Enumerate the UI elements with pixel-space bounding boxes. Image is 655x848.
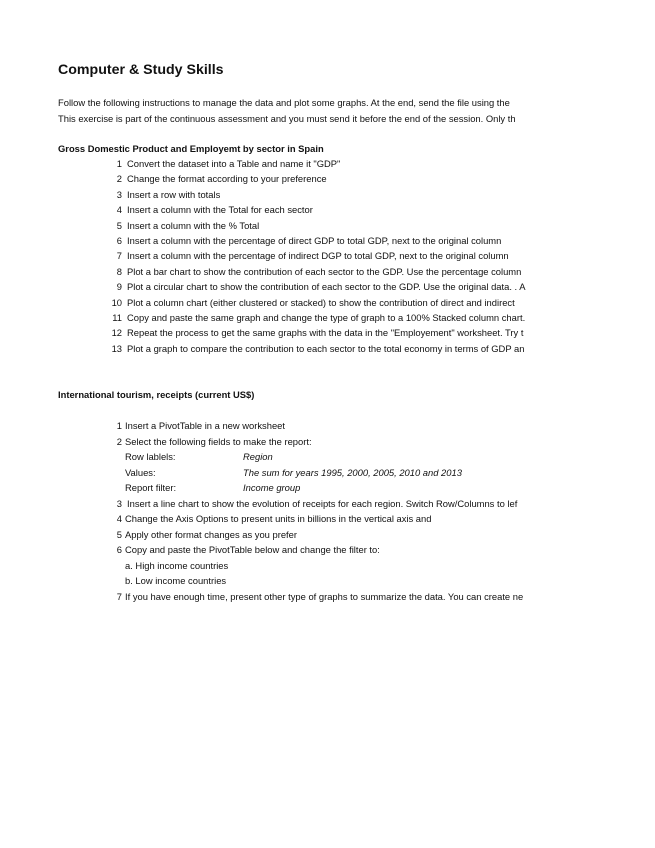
gdp-item-number: 10 — [111, 296, 122, 308]
gdp-item-number: 2 — [116, 173, 122, 185]
gdp-item-number: 9 — [116, 281, 122, 293]
gdp-item-text: Copy and paste the same graph and change the type of graph to a 100% Stacked column chart. — [127, 312, 526, 323]
gdp-item-text: Plot a bar chart to show the contribution of each sector to the GDP. Use the percentage column — [127, 265, 522, 277]
gdp-section-heading: Gross Domestic Product and Employemt by sector in Spain — [58, 143, 324, 154]
gdp-item-number: 4 — [116, 204, 122, 216]
gdp-item-text: Plot a graph to compare the contribution to each sector to the total economy in terms of GDP an — [127, 342, 525, 354]
tourism-item-number: 3 — [116, 497, 122, 509]
field-value: Region — [243, 451, 273, 462]
tourism-item-text: Apply other format changes as you prefer — [125, 528, 297, 540]
gdp-item-text: Change the format according to your preference — [127, 173, 327, 185]
gdp-item-number: 6 — [116, 235, 122, 246]
gdp-item-text: Convert the dataset into a Table and name it "GDP" — [127, 158, 341, 169]
tourism-item-number: 2 — [116, 435, 122, 447]
gdp-item-number: 5 — [116, 219, 122, 231]
gdp-item-text: Plot a column chart (either clustered or stacked) to show the contribution of direct and indirect — [127, 296, 515, 308]
gdp-item-text: Insert a row with totals — [127, 188, 221, 200]
gdp-item-number: 13 — [111, 342, 122, 354]
gdp-item-number: 11 — [112, 312, 122, 323]
tourism-item-number: 5 — [116, 528, 122, 540]
gdp-item-text: Insert a column with the Total for each sector — [127, 204, 313, 216]
tourism-item-number: 1 — [116, 420, 122, 431]
field-label: Report filter: — [125, 482, 177, 493]
gdp-item-text: Repeat the process to get the same graphs with the data in the "Employement" worksheet. Try t — [127, 327, 524, 339]
tourism-item-number: 7 — [116, 590, 122, 602]
field-value: The sum for years 1995, 2000, 2005, 2010 and 2013 — [243, 466, 462, 478]
tourism-item-number: 6 — [116, 544, 122, 555]
gdp-item-number: 7 — [116, 250, 122, 262]
tourism-item-text: Insert a PivotTable in a new worksheet — [125, 420, 285, 431]
gdp-item-number: 12 — [111, 327, 122, 339]
field-label: Row lablels: — [125, 451, 176, 462]
field-label: Values: — [125, 466, 156, 478]
tourism-item-text: If you have enough time, present other type of graphs to summarize the data. You can create ne — [125, 590, 524, 602]
gdp-item-text: Insert a column with the % Total — [127, 219, 260, 231]
gdp-item-number: 8 — [116, 265, 122, 277]
filter-subitem: b. Low income countries — [125, 575, 227, 586]
gdp-item-number: 1 — [116, 158, 122, 169]
page-title: Computer & Study Skills — [58, 62, 224, 78]
tourism-item-text: Change the Axis Options to present units in billions in the vertical axis and — [125, 513, 432, 524]
gdp-item-text: Insert a column with the percentage of indirect DGP to total GDP, next to the original column — [127, 250, 509, 262]
tourism-item-text: Select the following fields to make the report: — [125, 435, 312, 447]
tourism-item-text: Copy and paste the PivotTable below and change the filter to: — [125, 544, 380, 555]
gdp-item-text: Insert a column with the percentage of direct GDP to total GDP, next to the original column — [127, 235, 502, 246]
tourism-item-number: 4 — [116, 513, 122, 524]
intro-line-1: Follow the following instructions to manage the data and plot some graphs. At the end, send the file using the — [58, 97, 510, 108]
filter-subitem: a. High income countries — [125, 559, 229, 571]
tourism-item-text: Insert a line chart to show the evolution of receipts for each region. Switch Row/Columns to lef — [127, 497, 518, 509]
tourism-section-heading: International tourism, receipts (current US$) — [58, 389, 255, 400]
field-value: Income group — [243, 482, 301, 493]
intro-line-2: This exercise is part of the continuous assessment and you must send it before the end of the session. Only th — [58, 113, 516, 124]
gdp-item-number: 3 — [116, 188, 122, 200]
gdp-item-text: Plot a circular chart to show the contribution of each sector to the GDP. Use the original data. . A — [127, 281, 526, 293]
